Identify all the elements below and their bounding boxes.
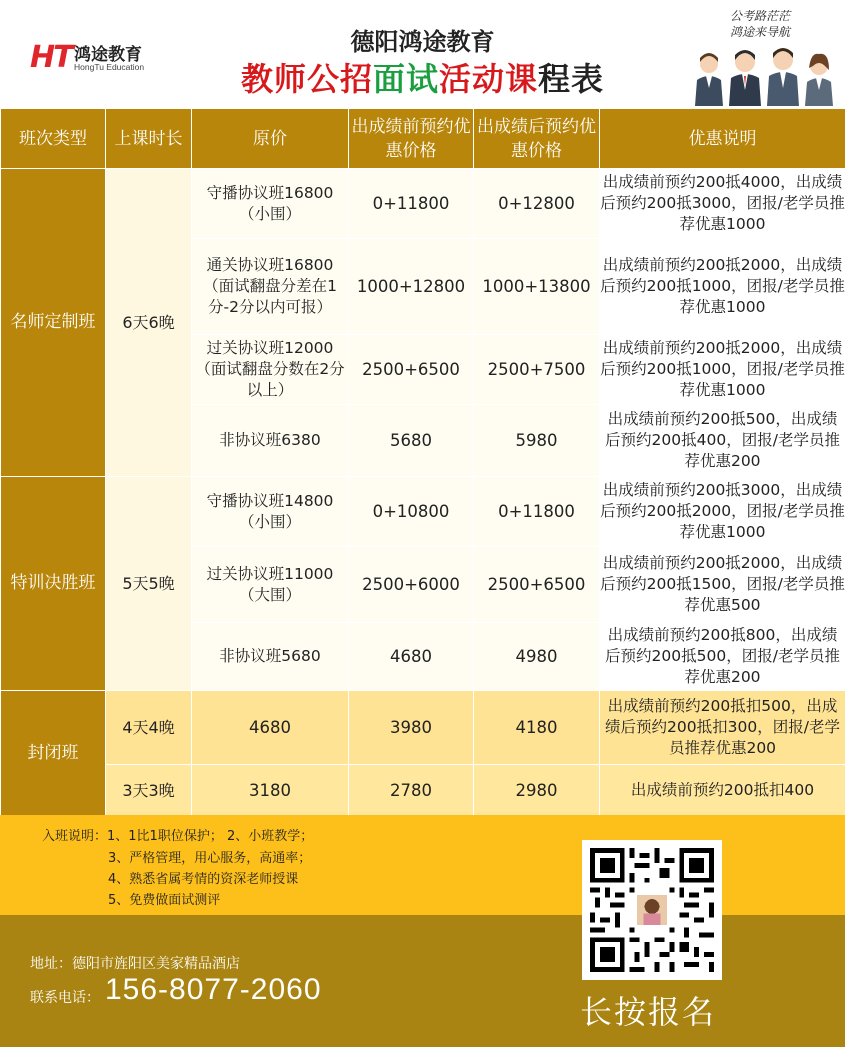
discount-notes-cell: 出成绩前预约200抵4000，出成绩后预约200抵3000，团报/老学员推荐优惠1000 (600, 169, 845, 239)
course-name-cell: 过关协议班12000（面试翻盘分数在2分以上） (192, 335, 349, 405)
before-price-cell: 0+11800 (349, 169, 474, 239)
logo-en-name: HongTu Education (74, 62, 145, 72)
table-row (1, 477, 845, 547)
class-type-cell: 名师定制班 (1, 169, 106, 477)
person-icon (805, 54, 833, 106)
discount-notes-cell: 出成绩前预约200抵扣500，出成绩后预约200抵扣300，团报/老学员推荐优惠200 (600, 691, 845, 765)
after-price-cell: 2980 (474, 765, 600, 816)
course-name-cell: 非协议班5680 (192, 623, 349, 691)
subtitle-part3: 活动课 (439, 60, 539, 98)
header-class-type: 班次类型 (1, 109, 106, 169)
after-price-cell: 0+11800 (474, 477, 600, 547)
note-line-3: 4、熟悉省属考情的资深老师授课 (108, 872, 299, 887)
note-line-1: 入班说明：1、1比1职位保护； 2、小班教学； (42, 829, 314, 844)
discount-notes-cell: 出成绩前预约200抵扣400 (600, 765, 845, 816)
header-after-price: 出成绩后预约优惠价格 (474, 109, 600, 169)
person-icon (729, 50, 761, 106)
slogan-line2: 鸿途来导航 (729, 25, 790, 39)
after-price-cell: 1000+13800 (474, 239, 600, 335)
table-row (1, 765, 845, 816)
note-line-4: 5、免费做面试测评 (108, 893, 221, 908)
qr-code-icon (590, 848, 714, 972)
person-icon (695, 53, 723, 106)
page-title: 德阳鸿途教育 (350, 28, 495, 56)
before-price-cell: 2780 (349, 765, 474, 816)
discount-notes-cell: 出成绩前预约200抵2000，出成绩后预约200抵1500，团报/老学员推荐优惠500 (600, 547, 845, 623)
course-name-cell: 非协议班6380 (192, 405, 349, 477)
table-row (1, 169, 845, 239)
subtitle-part4: 程表 (538, 60, 605, 98)
header-discount-notes: 优惠说明 (600, 109, 845, 169)
after-price-cell: 0+12800 (474, 169, 600, 239)
logo-mark: HT (30, 40, 72, 75)
signup-text: 长按报名 (580, 993, 717, 1031)
before-price-cell: 2500+6000 (349, 547, 474, 623)
after-price-cell: 4980 (474, 623, 600, 691)
slogan (700, 8, 820, 40)
course-name-cell: 过关协议班11000（大围） (192, 547, 349, 623)
person-icon (767, 48, 799, 106)
duration-cell: 5天5晚 (106, 477, 192, 691)
before-price-cell: 0+10800 (349, 477, 474, 547)
before-price-cell: 4680 (349, 623, 474, 691)
after-price-cell: 2500+7500 (474, 335, 600, 405)
logo-cn-name: 鸿途教育 (74, 45, 142, 65)
before-price-cell: 2500+6500 (349, 335, 474, 405)
course-name-cell: 守播协议班16800（小围） (192, 169, 349, 239)
discount-notes-cell: 出成绩前预约200抵3000，出成绩后预约200抵2000，团报/老学员推荐优惠1000 (600, 477, 845, 547)
phone-label: 联系电话： (30, 990, 100, 1006)
teachers-illustration (695, 40, 835, 106)
discount-notes-cell: 出成绩前预约200抵2000，出成绩后预约200抵1000，团报/老学员推荐优惠1000 (600, 335, 845, 405)
course-name-cell: 守播协议班14800（小围） (192, 477, 349, 547)
qr-code[interactable] (582, 840, 722, 980)
phone-number[interactable]: 156-8077-2060 (105, 973, 322, 1006)
course-table (0, 108, 845, 816)
before-price-cell: 5680 (349, 405, 474, 477)
duration-cell: 4天4晚 (106, 691, 192, 765)
after-price-cell: 5980 (474, 405, 600, 477)
subtitle-part1: 教师公招 (240, 60, 373, 98)
subtitle-part2: 面试 (372, 60, 439, 98)
slogan-line1: 公考路茫茫 (729, 9, 790, 23)
original-price-cell: 4680 (192, 691, 349, 765)
discount-notes-cell: 出成绩前预约200抵800，出成绩后预约200抵500，团报/老学员推荐优惠200 (600, 623, 845, 691)
class-type-cell: 特训决胜班 (1, 477, 106, 691)
table-row (1, 691, 845, 765)
header-original-price: 原价 (192, 109, 349, 169)
discount-notes-cell: 出成绩前预约200抵2000，出成绩后预约200抵1000，团报/老学员推荐优惠1000 (600, 239, 845, 335)
course-name-cell: 通关协议班16800（面试翻盘分差在1分-2分以内可报） (192, 239, 349, 335)
after-price-cell: 2500+6500 (474, 547, 600, 623)
header-before-price: 出成绩前预约优惠价格 (349, 109, 474, 169)
header (0, 0, 845, 108)
duration-cell: 3天3晚 (106, 765, 192, 816)
original-price-cell: 3180 (192, 765, 349, 816)
note-line-2: 3、严格管理，用心服务，高通率； (108, 851, 312, 866)
before-price-cell: 3980 (349, 691, 474, 765)
after-price-cell: 4180 (474, 691, 600, 765)
table-header-row (1, 109, 845, 169)
discount-notes-cell: 出成绩前预约200抵500，出成绩后预约200抵400，团报/老学员推荐优惠200 (600, 405, 845, 477)
header-duration: 上课时长 (106, 109, 192, 169)
before-price-cell: 1000+12800 (349, 239, 474, 335)
address: 地址：德阳市旌阳区美家精品酒店 (30, 956, 240, 972)
duration-cell: 6天6晚 (106, 169, 192, 477)
class-type-cell: 封闭班 (1, 691, 106, 816)
